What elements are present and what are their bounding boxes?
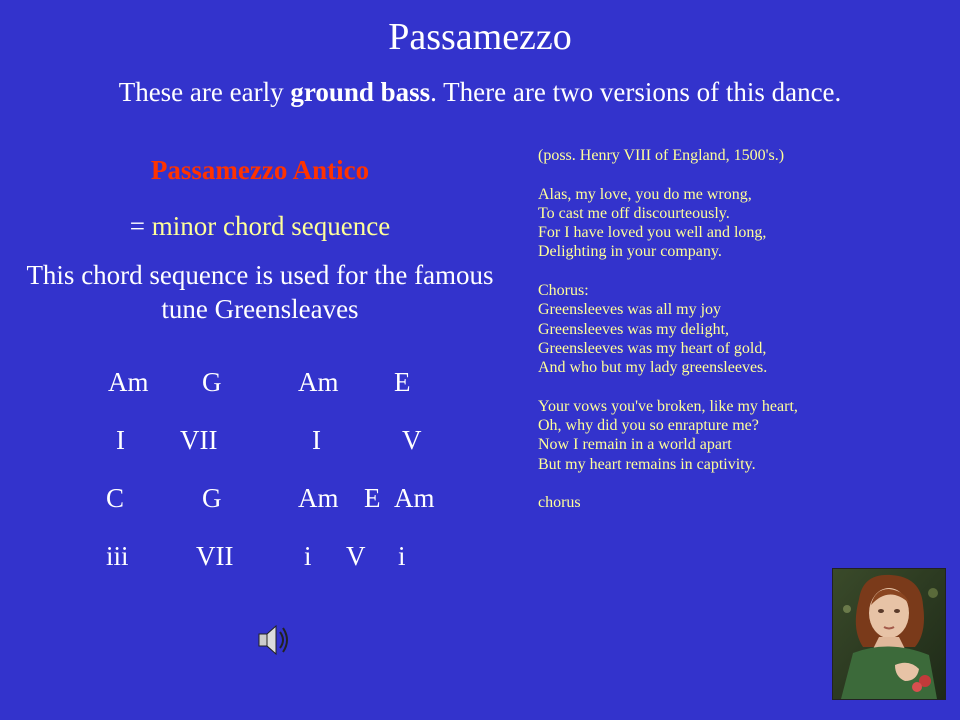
chord: C <box>106 483 125 513</box>
numeral-row <box>0 536 480 576</box>
subtitle <box>0 74 960 110</box>
numeral: VII <box>196 541 234 571</box>
chord: G <box>202 367 222 397</box>
lyric-line: For I have loved you well and long, <box>538 224 767 242</box>
chord: Am <box>298 483 339 513</box>
numeral: V <box>346 541 366 571</box>
lyric-line: Greensleeves was my heart of gold, <box>538 339 767 357</box>
lyric-line: Now I remain in a world apart <box>538 436 732 454</box>
numeral: i <box>398 541 406 571</box>
numeral: iii <box>106 541 129 571</box>
speaker-icon[interactable] <box>252 620 292 660</box>
subtitle-after: . There are two versions of this dance. <box>430 77 842 107</box>
lyric-line <box>538 262 938 281</box>
lyric-line: Oh, why did you so enrapture me? <box>538 417 759 435</box>
page-title: Passamezzo <box>388 16 572 58</box>
lyric-line: Your vows you've broken, like my heart, <box>538 397 798 415</box>
lyric-line: But my heart remains in captivity. <box>538 455 756 473</box>
left-column <box>20 150 500 326</box>
chord: E <box>394 367 411 397</box>
lyric-line: Chorus: <box>538 282 589 300</box>
chord-row <box>0 478 480 518</box>
subtitle-bold: ground bass <box>290 77 431 107</box>
chord: Am <box>394 483 435 513</box>
minor-prefix: = <box>129 211 152 241</box>
lyric-line <box>538 378 938 397</box>
numeral: I <box>116 425 125 455</box>
lyric-line: To cast me off discourteously. <box>538 204 730 222</box>
lyric-line: Alas, my love, you do me wrong, <box>538 185 752 203</box>
portrait-image <box>832 568 946 700</box>
numeral: I <box>312 425 321 455</box>
minor-highlight: minor chord sequence <box>151 211 391 241</box>
lyric-line: chorus <box>538 494 581 512</box>
section-heading: Passamezzo Antico <box>150 155 370 185</box>
numeral-row <box>0 420 480 460</box>
lyrics-block <box>538 146 938 513</box>
lyric-line: And who but my lady greensleeves. <box>538 359 768 377</box>
chord: G <box>202 483 222 513</box>
numeral: V <box>402 425 422 455</box>
chord: Am <box>298 367 339 397</box>
lyric-line <box>538 165 938 184</box>
lyric-line <box>538 474 938 493</box>
chord: Am <box>108 367 149 397</box>
lyric-line: (poss. Henry VIII of England, 1500's.) <box>538 147 785 164</box>
minor-sequence-line <box>20 206 500 246</box>
description: This chord sequence is used for the famous tune Greensleaves <box>26 260 494 324</box>
subtitle-before: These are early <box>118 77 291 107</box>
lyric-line: Greensleeves was all my joy <box>538 301 722 319</box>
lyric-line: Greensleeves was my delight, <box>538 320 730 338</box>
numeral: VII <box>180 425 218 455</box>
chord: E <box>364 483 381 513</box>
lyric-line: Delighting in your company. <box>538 243 722 261</box>
chord-row <box>0 362 480 402</box>
numeral: i <box>304 541 312 571</box>
